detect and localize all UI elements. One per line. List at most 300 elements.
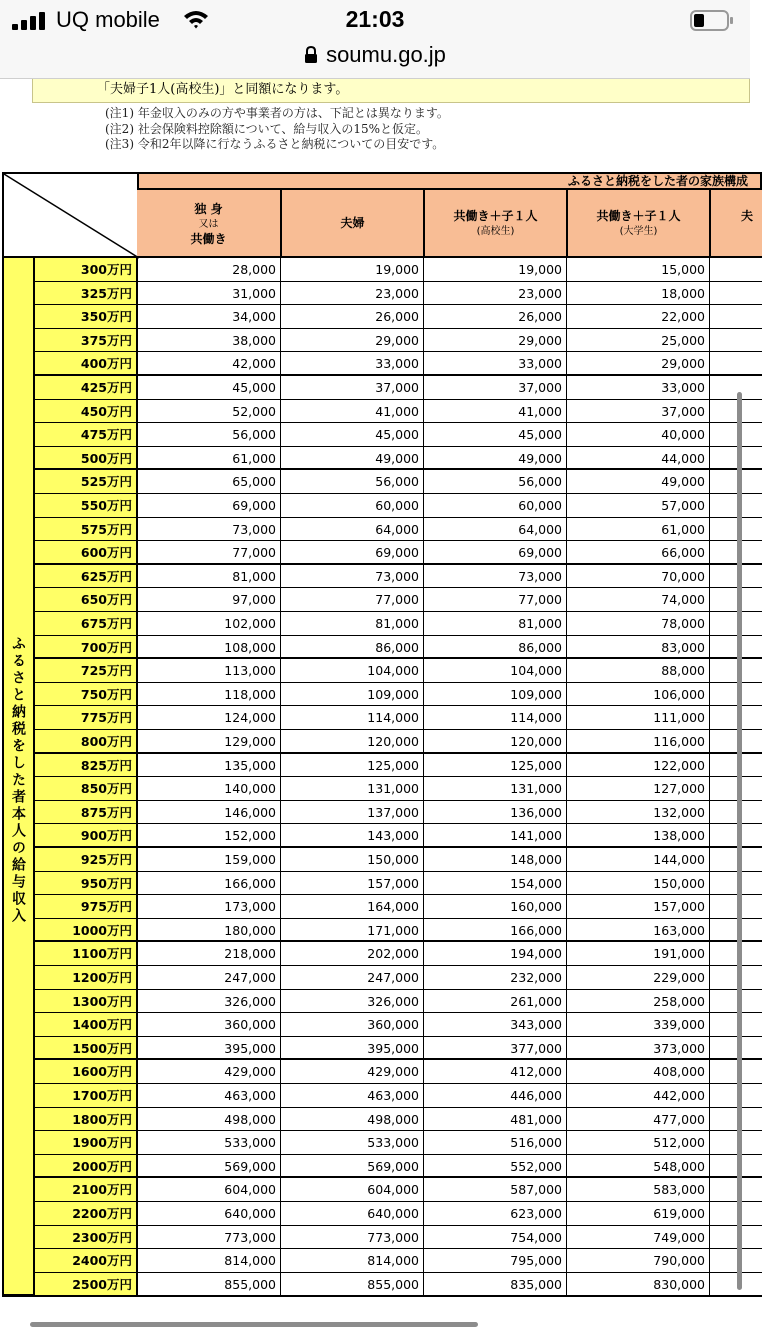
highschool-cell: 131,000: [424, 777, 567, 801]
single-cell: 69,000: [138, 494, 281, 518]
couple-cell: 429,000: [281, 1060, 424, 1084]
single-cell: 463,000: [138, 1084, 281, 1108]
university-cell: 61,000: [567, 518, 710, 542]
highschool-cell: 26,000: [424, 305, 567, 329]
single-cell: 604,000: [138, 1178, 281, 1202]
university-cell: 88,000: [567, 659, 710, 683]
table-row: [35, 588, 762, 612]
battery-icon: [690, 10, 730, 30]
single-cell: 31,000: [138, 282, 281, 306]
income-cell: 950万円: [35, 872, 138, 896]
university-cell: 830,000: [567, 1273, 710, 1297]
couple-cell: 45,000: [281, 423, 424, 447]
column-header-partial: 夫: [711, 190, 762, 258]
couple-cell: 104,000: [281, 659, 424, 683]
partial-cell: [710, 1108, 762, 1132]
partial-cell: [710, 1273, 762, 1297]
single-cell: 152,000: [138, 824, 281, 848]
couple-cell: 77,000: [281, 588, 424, 612]
partial-cell: [710, 258, 762, 282]
partial-cell: [710, 872, 762, 896]
highschool-cell: 45,000: [424, 423, 567, 447]
couple-cell: 29,000: [281, 329, 424, 353]
highschool-cell: 481,000: [424, 1108, 567, 1132]
partial-cell: [710, 1060, 762, 1084]
vertical-scrollbar[interactable]: [737, 392, 742, 1290]
highschool-cell: 29,000: [424, 329, 567, 353]
single-cell: 773,000: [138, 1226, 281, 1250]
highschool-cell: 86,000: [424, 636, 567, 660]
income-side-label: ふるさと納税をした者本人の給与収入: [10, 636, 26, 925]
table-row: [35, 1037, 762, 1061]
partial-cell: [710, 730, 762, 754]
couple-cell: 41,000: [281, 400, 424, 424]
couple-cell: 60,000: [281, 494, 424, 518]
university-cell: 66,000: [567, 541, 710, 565]
highschool-cell: 154,000: [424, 872, 567, 896]
university-cell: 583,000: [567, 1178, 710, 1202]
income-cell: 2200万円: [35, 1202, 138, 1226]
income-side-label-column: [2, 258, 35, 1296]
highschool-cell: 33,000: [424, 352, 567, 376]
table-row: [35, 801, 762, 825]
partial-cell: [710, 494, 762, 518]
single-cell: 45,000: [138, 376, 281, 400]
income-cell: 2500万円: [35, 1273, 138, 1297]
highschool-cell: 69,000: [424, 541, 567, 565]
single-cell: 640,000: [138, 1202, 281, 1226]
partial-cell: [710, 282, 762, 306]
table-row: [35, 919, 762, 943]
income-cell: 1100万円: [35, 942, 138, 966]
highschool-cell: 41,000: [424, 400, 567, 424]
university-cell: 70,000: [567, 565, 710, 589]
highschool-cell: 552,000: [424, 1155, 567, 1179]
university-cell: 512,000: [567, 1131, 710, 1155]
highschool-cell: 37,000: [424, 376, 567, 400]
single-cell: 73,000: [138, 518, 281, 542]
highschool-cell: 166,000: [424, 919, 567, 943]
university-cell: 144,000: [567, 848, 710, 872]
income-cell: 2300万円: [35, 1226, 138, 1250]
partial-cell: [710, 1131, 762, 1155]
income-cell: 1200万円: [35, 966, 138, 990]
column-header-dual-income-highschool: 共働き＋子１人 (高校生): [425, 190, 568, 258]
single-cell: 569,000: [138, 1155, 281, 1179]
partial-cell: [710, 305, 762, 329]
university-cell: 40,000: [567, 423, 710, 447]
university-cell: 25,000: [567, 329, 710, 353]
highschool-cell: 19,000: [424, 258, 567, 282]
partial-cell: [710, 1178, 762, 1202]
single-cell: 855,000: [138, 1273, 281, 1297]
partial-cell: [710, 1155, 762, 1179]
income-cell: 600万円: [35, 541, 138, 565]
couple-cell: 125,000: [281, 754, 424, 778]
table-row: [35, 1226, 762, 1250]
single-cell: 124,000: [138, 706, 281, 730]
partial-cell: [710, 1249, 762, 1273]
university-cell: 138,000: [567, 824, 710, 848]
partial-cell: [710, 966, 762, 990]
couple-cell: 120,000: [281, 730, 424, 754]
income-cell: 675万円: [35, 612, 138, 636]
couple-cell: 49,000: [281, 447, 424, 471]
partial-cell: [710, 447, 762, 471]
university-cell: 57,000: [567, 494, 710, 518]
single-cell: 97,000: [138, 588, 281, 612]
university-cell: 33,000: [567, 376, 710, 400]
couple-cell: 23,000: [281, 282, 424, 306]
note-1: (注1) 年金収入のみの方や事業者の方は、下記とは異なります。: [105, 106, 449, 120]
column-header-dual-income-university: 共働き＋子１人 (大学生): [568, 190, 711, 258]
university-cell: 49,000: [567, 470, 710, 494]
university-cell: 619,000: [567, 1202, 710, 1226]
single-cell: 65,000: [138, 470, 281, 494]
highschool-cell: 587,000: [424, 1178, 567, 1202]
highlight-note: 「夫婦子1人(高校生)」と同額になります。: [32, 79, 750, 103]
table-row: [35, 470, 762, 494]
couple-cell: 640,000: [281, 1202, 424, 1226]
university-cell: 408,000: [567, 1060, 710, 1084]
income-cell: 1600万円: [35, 1060, 138, 1084]
university-cell: 74,000: [567, 588, 710, 612]
highschool-cell: 446,000: [424, 1084, 567, 1108]
university-cell: 339,000: [567, 1013, 710, 1037]
couple-cell: 360,000: [281, 1013, 424, 1037]
table-row: [35, 541, 762, 565]
couple-cell: 202,000: [281, 942, 424, 966]
university-cell: 150,000: [567, 872, 710, 896]
single-cell: 61,000: [138, 447, 281, 471]
couple-cell: 150,000: [281, 848, 424, 872]
table-row: [35, 636, 762, 660]
couple-cell: 137,000: [281, 801, 424, 825]
couple-cell: 157,000: [281, 872, 424, 896]
couple-cell: 26,000: [281, 305, 424, 329]
university-cell: 37,000: [567, 400, 710, 424]
university-cell: 78,000: [567, 612, 710, 636]
partial-cell: [710, 706, 762, 730]
university-cell: 44,000: [567, 447, 710, 471]
highschool-cell: 77,000: [424, 588, 567, 612]
table-row: [35, 1084, 762, 1108]
partial-cell: [710, 1202, 762, 1226]
university-cell: 132,000: [567, 801, 710, 825]
university-cell: 229,000: [567, 966, 710, 990]
table-row: [35, 1013, 762, 1037]
note-2: (注2) 社会保険料控除額について、給与収入の15%と仮定。: [105, 121, 429, 136]
couple-cell: 814,000: [281, 1249, 424, 1273]
income-cell: 1300万円: [35, 990, 138, 1014]
partial-cell: [710, 636, 762, 660]
income-cell: 900万円: [35, 824, 138, 848]
table-row: [35, 305, 762, 329]
highschool-cell: 64,000: [424, 518, 567, 542]
single-cell: 118,000: [138, 683, 281, 707]
single-cell: 81,000: [138, 565, 281, 589]
income-cell: 1400万円: [35, 1013, 138, 1037]
table-row: [35, 447, 762, 471]
table-row: [35, 706, 762, 730]
income-cell: 300万円: [35, 258, 138, 282]
income-cell: 2000万円: [35, 1155, 138, 1179]
single-cell: 498,000: [138, 1108, 281, 1132]
notes: [105, 106, 449, 153]
note-3: (注3) 令和2年以降に行なうふるさと納税についての目安です。: [105, 137, 445, 151]
income-cell: 725万円: [35, 659, 138, 683]
highschool-cell: 141,000: [424, 824, 567, 848]
income-cell: 1900万円: [35, 1131, 138, 1155]
couple-cell: 73,000: [281, 565, 424, 589]
table-row: [35, 423, 762, 447]
university-cell: 116,000: [567, 730, 710, 754]
table-corner: [2, 172, 139, 258]
table-row: [35, 518, 762, 542]
partial-cell: [710, 754, 762, 778]
single-cell: 360,000: [138, 1013, 281, 1037]
single-cell: 113,000: [138, 659, 281, 683]
table-row: [35, 777, 762, 801]
university-cell: 749,000: [567, 1226, 710, 1250]
income-cell: 625万円: [35, 565, 138, 589]
highschool-cell: 109,000: [424, 683, 567, 707]
table-body: [35, 258, 762, 1296]
partial-cell: [710, 423, 762, 447]
partial-cell: [710, 801, 762, 825]
table-row: [35, 824, 762, 848]
partial-cell: [710, 1013, 762, 1037]
income-cell: 450万円: [35, 400, 138, 424]
partial-cell: [710, 990, 762, 1014]
table-row: [35, 872, 762, 896]
couple-cell: 131,000: [281, 777, 424, 801]
income-cell: 850万円: [35, 777, 138, 801]
table-row: [35, 329, 762, 353]
partial-cell: [710, 683, 762, 707]
single-cell: 429,000: [138, 1060, 281, 1084]
couple-cell: 395,000: [281, 1037, 424, 1061]
table-row: [35, 848, 762, 872]
income-cell: 1500万円: [35, 1037, 138, 1061]
column-header-couple: 夫婦: [282, 190, 425, 258]
university-cell: 15,000: [567, 258, 710, 282]
highschool-cell: 835,000: [424, 1273, 567, 1297]
couple-cell: 164,000: [281, 895, 424, 919]
highschool-cell: 120,000: [424, 730, 567, 754]
income-cell: 750万円: [35, 683, 138, 707]
single-cell: 533,000: [138, 1131, 281, 1155]
couple-cell: 64,000: [281, 518, 424, 542]
table-row: [35, 659, 762, 683]
table-row: [35, 400, 762, 424]
couple-cell: 569,000: [281, 1155, 424, 1179]
couple-cell: 463,000: [281, 1084, 424, 1108]
partial-cell: [710, 470, 762, 494]
income-cell: 475万円: [35, 423, 138, 447]
highschool-cell: 23,000: [424, 282, 567, 306]
highschool-cell: 125,000: [424, 754, 567, 778]
partial-cell: [710, 942, 762, 966]
partial-cell: [710, 919, 762, 943]
single-cell: 247,000: [138, 966, 281, 990]
university-cell: 258,000: [567, 990, 710, 1014]
table-row: [35, 895, 762, 919]
highschool-cell: 261,000: [424, 990, 567, 1014]
partial-cell: [710, 400, 762, 424]
highschool-cell: 377,000: [424, 1037, 567, 1061]
table-row: [35, 1060, 762, 1084]
table-bottom-border: [2, 1295, 762, 1297]
partial-cell: [710, 518, 762, 542]
income-cell: 425万円: [35, 376, 138, 400]
table-row: [35, 1178, 762, 1202]
university-cell: 127,000: [567, 777, 710, 801]
university-cell: 790,000: [567, 1249, 710, 1273]
couple-cell: 86,000: [281, 636, 424, 660]
highschool-cell: 104,000: [424, 659, 567, 683]
single-cell: 140,000: [138, 777, 281, 801]
clock: 21:03: [345, 6, 405, 32]
table-row: [35, 282, 762, 306]
single-cell: 52,000: [138, 400, 281, 424]
income-cell: 1700万円: [35, 1084, 138, 1108]
university-cell: 477,000: [567, 1108, 710, 1132]
university-cell: 111,000: [567, 706, 710, 730]
couple-cell: 533,000: [281, 1131, 424, 1155]
table-row: [35, 754, 762, 778]
university-cell: 83,000: [567, 636, 710, 660]
partial-cell: [710, 824, 762, 848]
single-cell: 28,000: [138, 258, 281, 282]
table-row: [35, 1155, 762, 1179]
couple-cell: 171,000: [281, 919, 424, 943]
income-cell: 400万円: [35, 352, 138, 376]
couple-cell: 33,000: [281, 352, 424, 376]
couple-cell: 19,000: [281, 258, 424, 282]
couple-cell: 69,000: [281, 541, 424, 565]
table-row: [35, 565, 762, 589]
table-row: [35, 1202, 762, 1226]
partial-cell: [710, 352, 762, 376]
table-row: [35, 1108, 762, 1132]
table-row: [35, 990, 762, 1014]
single-cell: 218,000: [138, 942, 281, 966]
partial-cell: [710, 848, 762, 872]
university-cell: 163,000: [567, 919, 710, 943]
horizontal-scrollbar[interactable]: [30, 1322, 478, 1327]
income-cell: 825万円: [35, 754, 138, 778]
table-row: [35, 376, 762, 400]
partial-cell: [710, 1084, 762, 1108]
income-cell: 350万円: [35, 305, 138, 329]
highschool-cell: 60,000: [424, 494, 567, 518]
income-cell: 875万円: [35, 801, 138, 825]
couple-cell: 773,000: [281, 1226, 424, 1250]
highschool-cell: 56,000: [424, 470, 567, 494]
single-cell: 159,000: [138, 848, 281, 872]
partial-cell: [710, 777, 762, 801]
table-row: [35, 730, 762, 754]
university-cell: 18,000: [567, 282, 710, 306]
table-row: [35, 494, 762, 518]
income-cell: 575万円: [35, 518, 138, 542]
couple-cell: 37,000: [281, 376, 424, 400]
single-cell: 42,000: [138, 352, 281, 376]
single-cell: 129,000: [138, 730, 281, 754]
university-cell: 548,000: [567, 1155, 710, 1179]
income-cell: 650万円: [35, 588, 138, 612]
single-cell: 108,000: [138, 636, 281, 660]
couple-cell: 604,000: [281, 1178, 424, 1202]
couple-cell: 114,000: [281, 706, 424, 730]
university-cell: 373,000: [567, 1037, 710, 1061]
income-cell: 325万円: [35, 282, 138, 306]
single-cell: 77,000: [138, 541, 281, 565]
income-cell: 2400万円: [35, 1249, 138, 1273]
address-bar[interactable]: [0, 40, 750, 79]
partial-cell: [710, 1226, 762, 1250]
single-cell: 814,000: [138, 1249, 281, 1273]
income-cell: 375万円: [35, 329, 138, 353]
single-cell: 102,000: [138, 612, 281, 636]
couple-cell: 855,000: [281, 1273, 424, 1297]
university-cell: 29,000: [567, 352, 710, 376]
highschool-cell: 754,000: [424, 1226, 567, 1250]
table-row: [35, 352, 762, 376]
url-text: soumu.go.jp: [326, 42, 446, 67]
highschool-cell: 795,000: [424, 1249, 567, 1273]
single-cell: 34,000: [138, 305, 281, 329]
highschool-cell: 232,000: [424, 966, 567, 990]
highschool-cell: 160,000: [424, 895, 567, 919]
partial-cell: [710, 588, 762, 612]
single-cell: 326,000: [138, 990, 281, 1014]
status-bar: [0, 0, 750, 40]
lock-icon: [304, 44, 318, 70]
table-row: [35, 1249, 762, 1273]
carrier-name: UQ mobile: [56, 7, 160, 32]
single-cell: 395,000: [138, 1037, 281, 1061]
highschool-cell: 81,000: [424, 612, 567, 636]
couple-cell: 109,000: [281, 683, 424, 707]
single-cell: 38,000: [138, 329, 281, 353]
partial-cell: [710, 541, 762, 565]
partial-cell: [710, 612, 762, 636]
highschool-cell: 516,000: [424, 1131, 567, 1155]
table-row: [35, 1273, 762, 1297]
highschool-cell: 73,000: [424, 565, 567, 589]
highschool-cell: 412,000: [424, 1060, 567, 1084]
table-row: [35, 942, 762, 966]
single-cell: 173,000: [138, 895, 281, 919]
income-cell: 500万円: [35, 447, 138, 471]
partial-cell: [710, 1037, 762, 1061]
partial-cell: [710, 376, 762, 400]
highschool-cell: 623,000: [424, 1202, 567, 1226]
couple-cell: 81,000: [281, 612, 424, 636]
university-cell: 22,000: [567, 305, 710, 329]
university-cell: 191,000: [567, 942, 710, 966]
column-header-single: 独 身 又は 共働き: [137, 190, 282, 258]
partial-cell: [710, 565, 762, 589]
university-cell: 157,000: [567, 895, 710, 919]
table-row: [35, 1131, 762, 1155]
couple-cell: 143,000: [281, 824, 424, 848]
university-cell: 122,000: [567, 754, 710, 778]
family-composition-header: ふるさと納税をした者の家族構成: [137, 172, 762, 190]
table-row: [35, 258, 762, 282]
